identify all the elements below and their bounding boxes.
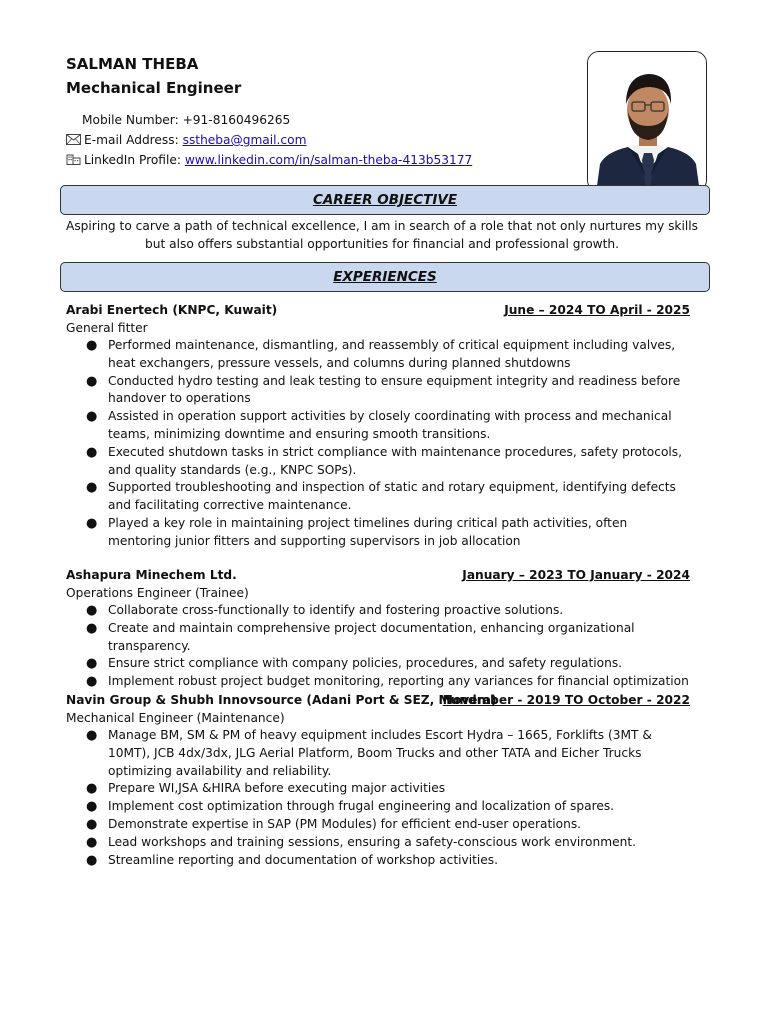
company-name: Arabi Enertech (KNPC, Kuwait) (66, 303, 278, 317)
duty-item (66, 444, 690, 480)
bullet-icon: ● (86, 444, 98, 460)
bullet-icon: ● (86, 373, 98, 389)
job-position: Mechanical Engineer (Maintenance) (66, 711, 285, 725)
linkedin-label: LinkedIn Profile: (84, 153, 181, 167)
duty-text: Collaborate cross-functionally to identify and fostering proactive solutions. (108, 603, 564, 617)
duty-text: Supported troubleshooting and inspection of static and rotary equipment, identifying defects and facilitating corrective maintenance. (108, 480, 676, 513)
duty-text: Executed shutdown tasks in strict compliance with maintenance procedures, safety protocols, and quality standards (e.g., KNPC SOPs). (108, 444, 683, 477)
duty-text: Ensure strict compliance with company policies, procedures, and safety regulations. (108, 656, 623, 671)
job-entry (66, 691, 690, 869)
job-position: Operations Engineer (Trainee) (66, 586, 249, 600)
job-duties (66, 337, 690, 551)
bullet-icon: ● (86, 620, 98, 636)
duty-item (66, 337, 690, 373)
bullet-icon: ● (86, 480, 98, 496)
building-icon (66, 152, 82, 164)
duty-item (66, 673, 690, 691)
duty-item (66, 816, 690, 834)
mobile-number: Mobile Number: +91-8160496265 (82, 113, 291, 127)
profile-photo (587, 51, 707, 192)
email-link[interactable]: sstheba@gmail.com (182, 133, 307, 147)
bullet-icon: ● (86, 674, 98, 690)
career-objective-heading: CAREER OBJECTIVE (60, 185, 710, 215)
linkedin-line (66, 151, 566, 169)
duty-text: Manage BM, SM & PM of heavy equipment includes Escort Hydra – 1665, Forklifts (3MT & 10MT), JCB 4dx/3dx, JLG Aerial Platform, Boom Trucks and other TATA and Eicher Trucks optimizing availability and reliability. (108, 728, 652, 778)
bullet-icon: ● (86, 816, 98, 832)
duty-item (66, 798, 690, 816)
candidate-name: SALMAN THEBA (66, 55, 199, 73)
job-position: General fitter (66, 321, 148, 335)
job-entry (66, 301, 690, 551)
duty-text: Played a key role in maintaining project timelines during critical path activities, often mentoring junior fitters and supporting supervisors in job allocation (108, 515, 628, 548)
duty-item (66, 620, 690, 656)
duty-text: Performed maintenance, dismantling, and reassembly of critical equipment including valves, heat exchangers, pressure vessels, and columns during planned shutdowns (108, 338, 676, 370)
bullet-icon: ● (86, 515, 98, 531)
duty-text: Demonstrate expertise in SAP (PM Modules) for efficient end-user operations. (108, 816, 582, 831)
duty-text: Create and maintain comprehensive project documentation, enhancing organizational transparency. (108, 620, 635, 653)
duty-item (66, 834, 690, 852)
objective-text: Aspiring to carve a path of technical excellence, I am in search of a role that not only nurtures my skills but also offers substantial opportunities for financial and professional growth. (66, 219, 698, 251)
duty-text: Implement robust project budget monitoring, reporting any variances for financial optimization (108, 674, 689, 689)
job-entry (66, 566, 690, 691)
duty-text: Lead workshops and training sessions, ensuring a safety-conscious work environment. (108, 834, 636, 849)
duty-item (66, 655, 690, 673)
email-line (66, 131, 566, 149)
job-dates: January – 2023 TO January - 2024 (462, 568, 690, 582)
candidate-role: Mechanical Engineer (66, 79, 242, 97)
envelope-icon (66, 132, 82, 144)
company-name: Ashapura Minechem Ltd. (66, 568, 237, 582)
job-dates: June – 2024 TO April - 2025 (504, 303, 690, 317)
duty-item (66, 780, 690, 798)
bullet-icon: ● (86, 799, 98, 815)
bullet-icon: ● (86, 728, 98, 743)
bullet-icon: ● (86, 656, 98, 672)
duty-item (66, 602, 690, 620)
experiences-heading: EXPERIENCES (60, 262, 710, 292)
duty-text: Prepare WI,JSA &HIRA before executing major activities (108, 781, 446, 796)
bullet-icon: ● (86, 603, 98, 618)
email-label: E-mail Address: (84, 133, 179, 147)
bullet-icon: ● (86, 338, 98, 353)
duty-item (66, 727, 690, 780)
job-dates: November - 2019 TO October - 2022 (442, 693, 690, 707)
duty-item (66, 852, 690, 870)
job-duties (66, 727, 690, 869)
duty-item (66, 408, 690, 444)
duty-text: Conducted hydro testing and leak testing to ensure equipment integrity and readiness before handover to operations (108, 373, 681, 406)
duty-item (66, 479, 690, 515)
bullet-icon: ● (86, 834, 98, 850)
duty-item (66, 373, 690, 409)
bullet-icon: ● (86, 781, 98, 797)
bullet-icon: ● (86, 409, 98, 425)
duty-text: Assisted in operation support activities by closely coordinating with process and mechanical teams, minimizing downtime and ensuring smooth transitions. (108, 409, 672, 441)
linkedin-link[interactable]: www.linkedin.com/in/salman-theba-413b53177 (184, 153, 473, 167)
duty-text: Implement cost optimization through frugal engineering and localization of spares. (108, 799, 615, 814)
bullet-icon: ● (86, 852, 98, 868)
duty-text: Streamline reporting and documentation of workshop activities. (108, 852, 498, 867)
job-duties (66, 602, 690, 691)
company-name: Navin Group & Shubh Innovsource (Adani Port & SEZ, Mundra) (66, 693, 497, 707)
duty-item (66, 515, 690, 551)
mobile-line (82, 111, 582, 129)
